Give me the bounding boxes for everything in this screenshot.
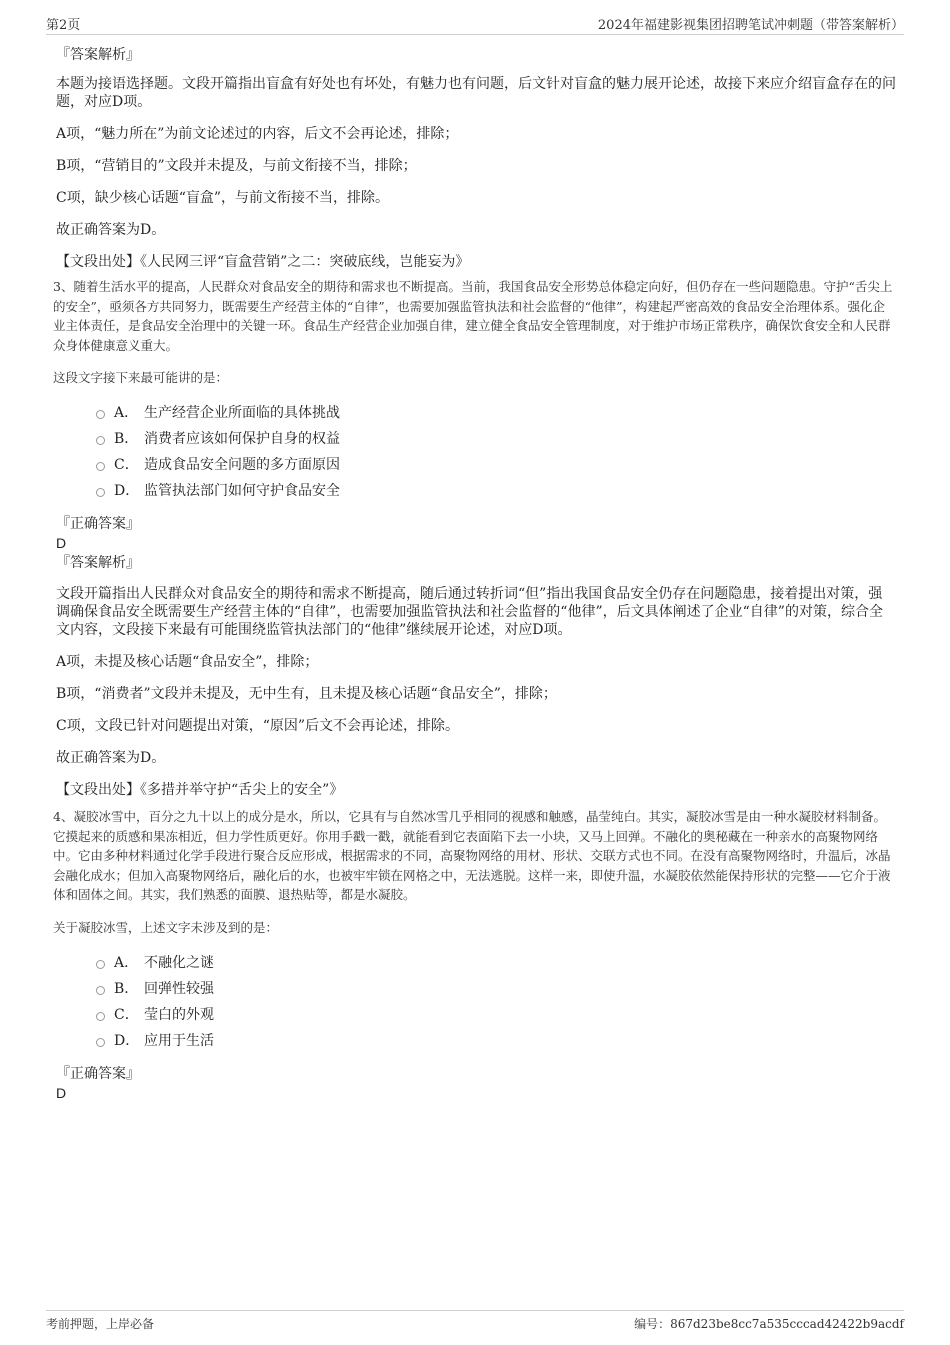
page-content [53,44,896,1101]
option-c[interactable]: C． 莹白的外观 [96,1002,896,1028]
correct-answer-heading: 『正确答案』 [56,516,140,532]
radio-icon[interactable] [96,436,105,445]
option-a[interactable]: A． 生产经营企业所面临的具体挑战 [96,400,896,426]
correct-answer-value: D [56,535,67,551]
page-number: 第2页 [46,18,81,33]
radio-icon[interactable] [96,960,105,969]
analysis-paragraph: 本题为接语选择题。文段开篇指出盲盒有好处也有坏处，有魅力也有问题，后文针对盲盒的魅力展开论述，故接下来应介绍盲盒存在的问题，对应D项。 [56,76,896,110]
question-4-text: 4、凝胶冰雪中，百分之九十以上的成分是水，所以，它具有与自然冰雪几乎相同的视感和触感，晶莹纯白。其实，凝胶冰雪是由一种水凝胶材料制备。它摸起来的质感和果冻相近，但力学性质更好。你用手戳一戳，就能看到它表面陷下去一小块，又马上回弹。不融化的奥秘藏在一种亲水的高聚物网络中。它由多种材料通过化学手段进行聚合反应形成，根据需求的不同，高聚物网络的用材、形状、交联方式也不同。在没有高聚物网络时，升温后，冰晶会融化成水；但加入高聚物网络后，融化后的水，也被牢牢锁在网格之中，无法逃脱。这样一来，即使升温，水凝胶依然能保持形状的完整——它介于液体和固体之间。其实，我们熟悉的面膜、退热贴等，都是水凝胶。 [53,809,891,902]
analysis-conclusion: 故正确答案为D。 [56,750,166,766]
option-c[interactable]: C． 造成食品安全问题的多方面原因 [96,452,896,478]
analysis-paragraph: C项，文段已针对问题提出对策，“原因”后文不会再论述，排除。 [56,718,460,734]
analysis-conclusion: 故正确答案为D。 [56,222,166,238]
radio-icon[interactable] [96,410,105,419]
analysis-paragraph: C项，缺少核心话题“盲盒”，与前文衔接不当，排除。 [56,190,390,206]
radio-icon[interactable] [96,986,105,995]
document-id: 编号：867d23be8cc7a535cccad42422b9acdf [634,1317,904,1331]
question-4-options [56,950,896,1054]
page-header [46,14,904,35]
radio-icon[interactable] [96,1012,105,1021]
analysis-paragraph: A项，“魅力所在”为前文论述过的内容，后文不会再论述，排除； [56,126,459,142]
analysis-paragraph: B项，“消费者”文段并未提及，无中生有，且未提及核心话题“食品安全”，排除； [56,686,557,702]
radio-icon[interactable] [96,488,105,497]
document-title: 2024年福建影视集团招聘笔试冲刺题（带答案解析） [597,18,904,33]
footer-slogan: 考前押题，上岸必备 [46,1317,155,1331]
analysis-paragraph: A项，未提及核心话题“食品安全”，排除； [56,654,319,670]
question-3-text: 3、随着生活水平的提高，人民群众对食品安全的期待和需求也不断提高。当前，我国食品安全形势总体稳定向好，但仍存在一些问题隐患。守护“舌尖上的安全”，亟须各方共同努力，既需要生产经营主体的“自律”，也需要加强监管执法和社会监督的“他律”，构建起严密高效的食品安全治理体系。强化企业主体责任，是食品安全治理中的关键一环。食品生产经营企业加强自律，建立健全食品安全管理制度，对于维护市场正常秩序，确保饮食安全和人民群众身体健康意义重大。 [53,279,893,353]
correct-answer-value: D [56,1084,67,1101]
option-d[interactable]: D． 应用于生活 [96,1028,896,1054]
option-b[interactable]: B． 消费者应该如何保护自身的权益 [96,426,896,452]
question-4-prompt: 关于凝胶冰雪，上述文字未涉及到的是： [53,919,279,935]
option-d[interactable]: D． 监管执法部门如何守护食品安全 [96,478,896,504]
analysis-heading: 『答案解析』 [56,555,140,571]
analysis-paragraph: 文段开篇指出人民群众对食品安全的期待和需求不断提高，随后通过转折词“但”指出我国食品安全仍存在问题隐患，接着提出对策，强调确保食品安全既需要生产经营主体的“自律”，也需要加强监管执法和社会监督的“他律”，后文具体阐述了企业“自律”的对策，综合全文内容，文段接下来最有可能围绕监管执法部门的“他律”继续展开论述，对应D项。 [56,586,883,638]
radio-icon[interactable] [96,1038,105,1047]
page-footer [46,1310,904,1333]
correct-answer-heading: 『正确答案』 [56,1065,140,1082]
question-3-options [56,400,896,504]
option-a[interactable]: A． 不融化之谜 [96,950,896,976]
analysis-heading: 『答案解析』 [56,47,140,63]
analysis-paragraph: B项，“营销目的”文段并未提及，与前文衔接不当，排除； [56,158,417,174]
source-citation: 【文段出处】《多措并举守护“舌尖上的安全”》 [56,782,344,798]
radio-icon[interactable] [96,462,105,471]
question-3-prompt: 这段文字接下来最可能讲的是： [53,370,229,385]
source-citation: 【文段出处】《人民网三评“盲盒营销”之二：突破底线，岂能妄为》 [56,254,470,270]
option-b[interactable]: B． 回弹性较强 [96,976,896,1002]
